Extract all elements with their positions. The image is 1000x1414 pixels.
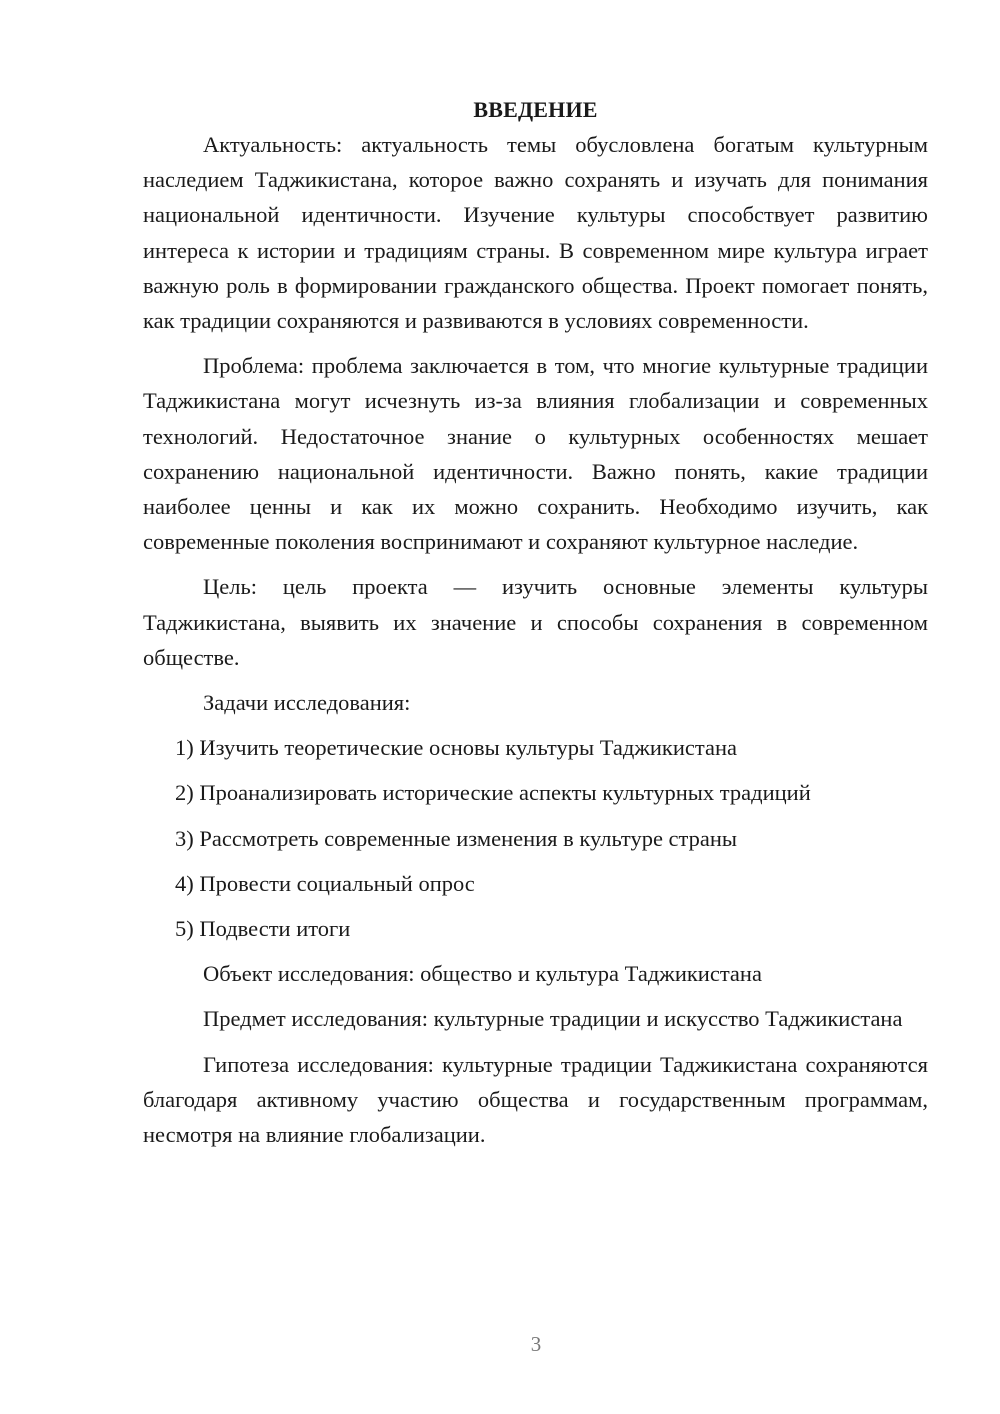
research-object: Объект исследования: общество и культура Таджикистана	[203, 961, 762, 987]
tasks-heading: Задачи исследования:	[203, 690, 411, 716]
task-item-5: 5) Подвести итоги	[175, 916, 351, 942]
task-list	[143, 730, 928, 946]
research-hypothesis: Гипотеза исследования: культурные традиции Таджикистана сохраняются благодаря активному участию общества и государственным программам, несмотря на влияние глобализации.	[143, 1051, 928, 1148]
task-item-2: 2) Проанализировать исторические аспекты культурных традиций	[175, 780, 811, 806]
research-subject: Предмет исследования: культурные традиции и искусство Таджикистана	[203, 1006, 903, 1032]
goal-paragraph: Цель: цель проекта — изучить основные элементы культуры Таджикистана, выявить их значение и способы сохранения в современном обществе.	[143, 574, 928, 670]
task-item-4: 4) Провести социальный опрос	[175, 870, 475, 896]
task-item-1: 1) Изучить теоретические основы культуры Таджикистана	[175, 735, 737, 761]
document-page	[143, 92, 928, 1162]
task-item-3: 3) Рассмотреть современные изменения в культуре страны	[175, 825, 738, 851]
page-number: 3	[530, 1332, 542, 1356]
section-heading: ВВЕДЕНИЕ	[473, 97, 598, 122]
problem-paragraph: Проблема: проблема заключается в том, что многие культурные традиции Таджикистана могут исчезнуть из-за влияния глобализации и современных технологий. Недостаточное знание о культурных особенностях мешает сохранению национальной идентичности. Важно понять, какие традиции наиболее ценны и как их можно сохранить. Необходимо изучить, как современные поколения воспринимают и сохраняют культурное наследие.	[143, 353, 928, 555]
relevance-paragraph: Актуальность: актуальность темы обусловлена богатым культурным наследием Таджикистана, которое важно сохранять и изучать для понимания национальной идентичности. Изучение культуры способствует развитию интереса к истории и традициям страны. В современном мире культура играет важную роль в формировании гражданского общества. Проект помогает понять, как традиции сохраняются и развиваются в условиях современности.	[143, 132, 928, 334]
